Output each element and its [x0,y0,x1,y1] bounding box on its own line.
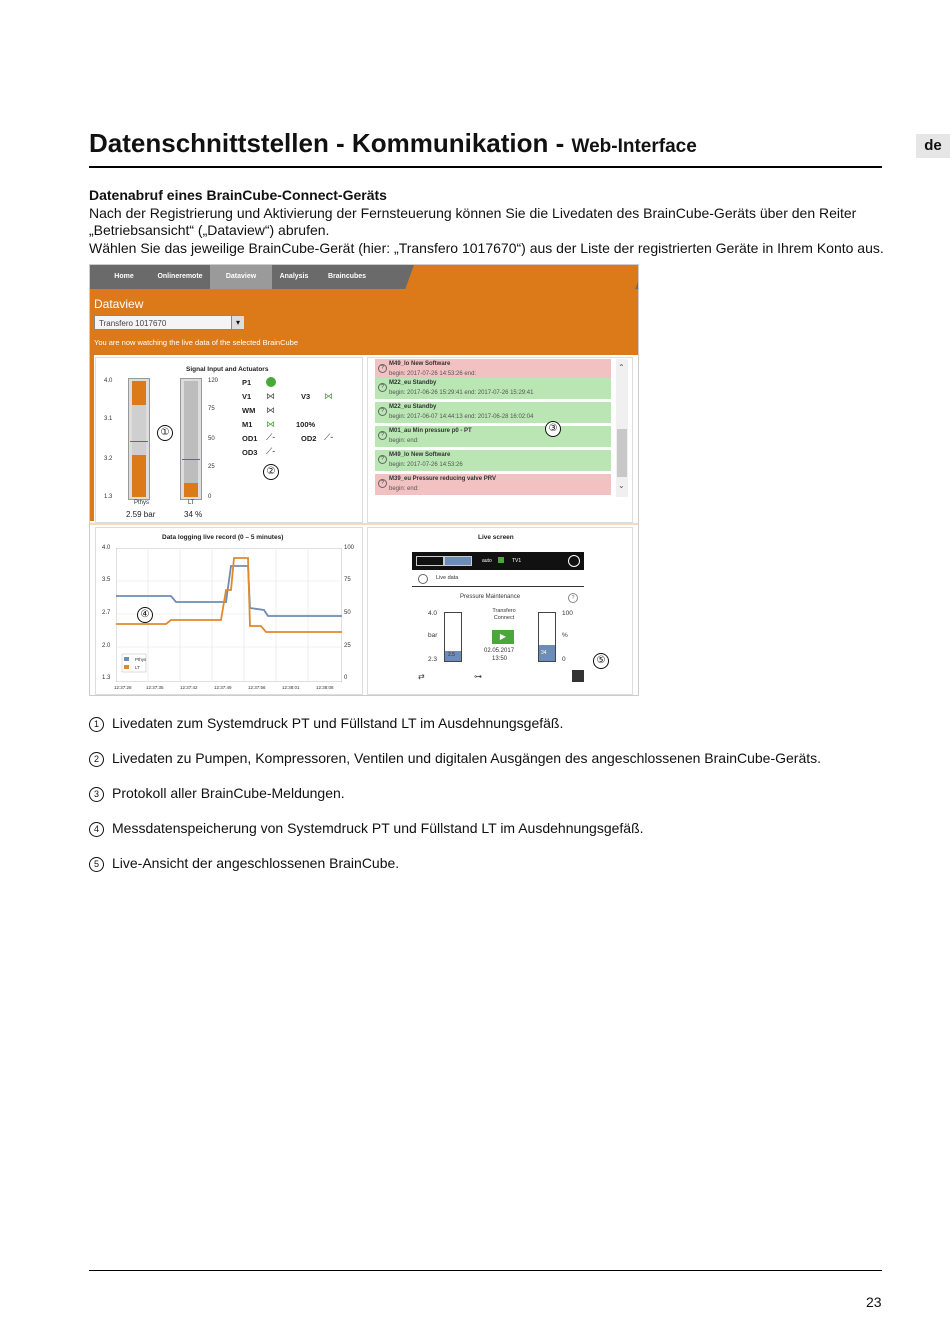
divider [90,523,638,525]
live-date: 02.05.2017 [484,648,515,654]
nav-braincubes[interactable]: Braincubes [327,273,367,280]
gauge-pressure-marker [130,441,148,442]
nav-bar [90,265,638,289]
callout-1: ① [157,425,173,441]
power-icon[interactable] [568,555,580,567]
gauge-pressure [128,378,150,500]
status-led-icon [498,557,504,563]
signal-p1: P1 [242,378,252,387]
callout-5: ⑤ [593,653,609,669]
legend-swatch-pressure [124,657,129,661]
page-title [89,128,697,159]
signal-od3: OD3 [242,448,258,457]
gauge-tick: 4.0 [104,378,113,384]
axis-tick: 25 [344,643,351,649]
axis-tick: 50 [344,610,351,616]
back-icon[interactable] [418,574,428,584]
axis-tick: 0 [344,675,348,681]
gauge-tick: 1.3 [104,494,113,500]
gauge-level-fill [184,483,198,497]
help-icon: ? [378,383,387,392]
left-scale-unit: bar [428,632,438,639]
scrollbar-thumb[interactable] [617,429,627,477]
gauge-pressure-label: Pthys [134,500,150,506]
axis-tick: 12:38:01 [282,685,300,690]
axis-tick: 12:37:42 [180,685,198,690]
title-sub: Web-Interface [571,136,697,157]
network-icon: ⇄ [418,672,425,681]
message-title: M22_eu Standby [389,380,437,386]
message-item[interactable] [375,359,611,380]
valve-icon: ⋈ [266,405,275,415]
help-icon[interactable]: ? [568,593,578,603]
callout-2: ② [263,464,279,480]
title-main: Datenschnittstellen - Kommunikation - [89,128,572,158]
gauge-level-label: LT [188,500,195,506]
legend-number: 1 [89,717,104,732]
legend-swatch-level [124,665,129,669]
live-time: 13:50 [492,656,508,662]
callout-3: ③ [545,421,561,437]
legend-item-4 [89,820,644,837]
logging-panel [95,527,363,695]
legend-label-pressure: Pthys [135,657,147,662]
axis-tick: 12:37:49 [214,685,232,690]
message-title: M49_lo New Software [389,361,451,367]
switch-icon: ⟋- [266,432,276,442]
legend-text: Live-Ansicht der angeschlossenen BrainCube. [112,855,400,871]
lock-icon[interactable] [572,670,584,682]
gauge-tick: 75 [208,406,215,412]
help-icon: ? [378,431,387,440]
switch-icon: ⟋- [324,432,334,442]
gauge-level-value: 34 % [184,510,203,519]
legend-number: 2 [89,752,104,767]
orange-side-strip [90,355,94,521]
axis-tick: 12:38:08 [316,685,334,690]
help-icon: ? [378,407,387,416]
message-body: begin: end: [389,438,419,444]
legend-number: 4 [89,822,104,837]
message-body: begin: end: [389,486,419,492]
intro-paragraph-1: Nach der Registrierung und Aktivierung der Fernsteuerung können Sie die Livedaten des BrainCube-Geräts über den Reiter „Betriebsansicht“ („Dataview“) abrufen. [89,205,857,238]
gauge-tick: 3.2 [104,456,113,462]
legend-item-3 [89,785,345,802]
dataview-screenshot [89,264,639,696]
pump-icon [266,377,276,387]
signal-m1-value: 100% [296,420,316,429]
gauge-tick: 50 [208,436,215,442]
logging-title: Data logging live record (0 – 5 minutes) [162,534,284,541]
axis-tick: 2.7 [102,610,111,616]
nav-dataview[interactable]: Dataview [210,265,272,289]
switch-icon: ⟋- [266,446,276,456]
legend-text: Protokoll aller BrainCube-Meldungen. [112,785,345,801]
signal-v3: V3 [301,392,311,401]
right-scale-top: 100 [562,610,573,617]
legend-label-level: LT [135,665,140,670]
status-mode: auto [482,558,492,564]
language-tab: de [916,134,950,158]
chevron-down-icon[interactable]: ⌄ [618,481,625,490]
gauge-tick: 120 [208,378,219,384]
right-scale-bottom: 0 [562,656,566,663]
divider [412,586,584,587]
legend-item-5 [89,855,399,872]
status-tv: TV1 [512,558,522,564]
left-gauge-value: 2.5 [448,652,455,658]
legend-text: Livedaten zum Systemdruck PT und Füllstand LT im Ausdehnungsgefäß. [112,715,564,731]
axis-tick: 12:37:56 [248,685,266,690]
play-icon[interactable]: ▶ [492,630,514,644]
message-body: begin: 2017-06-26 15:29:41 end: 2017-07-26 15:29:41 [389,390,534,396]
axis-tick: 75 [344,577,351,583]
nav-accent-stripe [405,265,639,289]
hierarchy-icon: ⊶ [474,672,482,681]
signal-od1: OD1 [242,434,258,443]
message-body: begin: 2017-06-07 14:44:13 end: 2017-06-28 16:02:04 [389,414,534,420]
chevron-down-icon[interactable]: ▾ [231,316,244,329]
page-number: 23 [866,1294,882,1310]
legend-text: Livedaten zu Pumpen, Kompressoren, Ventilen und digitalen Ausgängen des angeschlossenen BrainCube-Geräts. [112,750,822,766]
message-title: M22_eu Standby [389,404,437,410]
legend-text: Messdatenspeicherung von Systemdruck PT und Füllstand LT im Ausdehnungsgefäß. [112,820,644,836]
pressure-maintenance-title: Pressure Maintenance [460,594,521,600]
gauge-pressure-value: 2.59 bar [126,510,156,519]
gauge-tick: 3.1 [104,416,113,422]
message-title: M39_eu Pressure reducing valve PRV [389,476,496,482]
signal-m1: M1 [242,420,253,429]
legend-item-1 [89,715,563,732]
valve-open-icon: ⋈ [266,419,275,429]
axis-tick: 1.3 [102,675,111,681]
gauge-level-marker [182,459,200,460]
message-body: begin: 2017-07-26 14:53:26 [389,462,463,468]
status-field [416,556,444,566]
axis-tick: 12:37:35 [146,685,164,690]
legend-item-2 [89,750,821,767]
legend-number: 3 [89,787,104,802]
gauge-level [180,378,202,500]
dataview-title: Dataview [94,297,144,311]
header-rule [89,166,882,168]
message-title: M01_au Min pressure p0 - PT [389,428,472,434]
left-scale-top: 4.0 [428,610,438,617]
device-label: Transfero Connect [492,608,516,621]
live-title: Live screen [478,534,514,541]
nav-home[interactable]: Home [114,273,134,280]
axis-tick: 12:37:28 [114,685,132,690]
status-message: You are now watching the live data of the selected BrainCube [94,338,299,347]
status-field [444,556,472,566]
message-item[interactable] [375,426,611,447]
legend-number: 5 [89,857,104,872]
message-body: begin: 2017-07-26 14:53:26 end: [389,371,477,377]
help-icon: ? [378,364,387,373]
right-scale-unit: % [562,632,568,639]
gauge-pressure-range [132,405,146,455]
signal-panel [95,357,363,523]
device-select[interactable]: Transfero 1017670 [94,315,244,330]
message-item[interactable] [375,402,611,423]
nav-onlineremote[interactable]: Onlineremote [157,273,203,280]
signal-od2: OD2 [301,434,317,443]
live-status-bar [412,552,584,570]
left-scale-bottom: 2.3 [428,656,438,663]
signal-v1: V1 [242,392,252,401]
valve-icon: ⋈ [266,391,275,401]
gauge-level-track [184,381,198,497]
message-item[interactable] [375,474,611,495]
nav-analysis[interactable]: Analysis [279,273,309,280]
signals-title: Signal Input and Actuators [186,366,269,373]
message-item[interactable] [375,450,611,471]
help-icon: ? [378,455,387,464]
callout-4: ④ [137,607,153,623]
right-gauge-value: 34 [541,650,547,656]
live-screen-panel [367,527,633,695]
axis-tick: 3.5 [102,577,111,583]
signal-wm: WM [242,406,256,415]
help-icon: ? [378,479,387,488]
valve-open-icon: ⋈ [324,391,333,401]
axis-tick: 4.0 [102,545,111,551]
live-data-label: Live data [436,575,459,581]
footer-rule [89,1270,882,1271]
axis-tick: 2.0 [102,643,111,649]
axis-tick: 100 [344,545,355,551]
scrollbar[interactable] [616,359,628,497]
section-heading: Datenabruf eines BrainCube-Connect-Geräts [89,187,387,203]
message-title: M49_lo New Software [389,452,451,458]
message-item[interactable] [375,378,611,399]
gauge-tick: 0 [208,494,212,500]
intro-paragraph-2: Wählen Sie das jeweilige BrainCube-Gerät (hier: „Transfero 1017670“) aus der Liste der registrierten Geräte in Ihrem Konto aus. [89,240,884,256]
chevron-up-icon[interactable]: ⌃ [618,363,625,372]
gauge-tick: 25 [208,464,215,470]
